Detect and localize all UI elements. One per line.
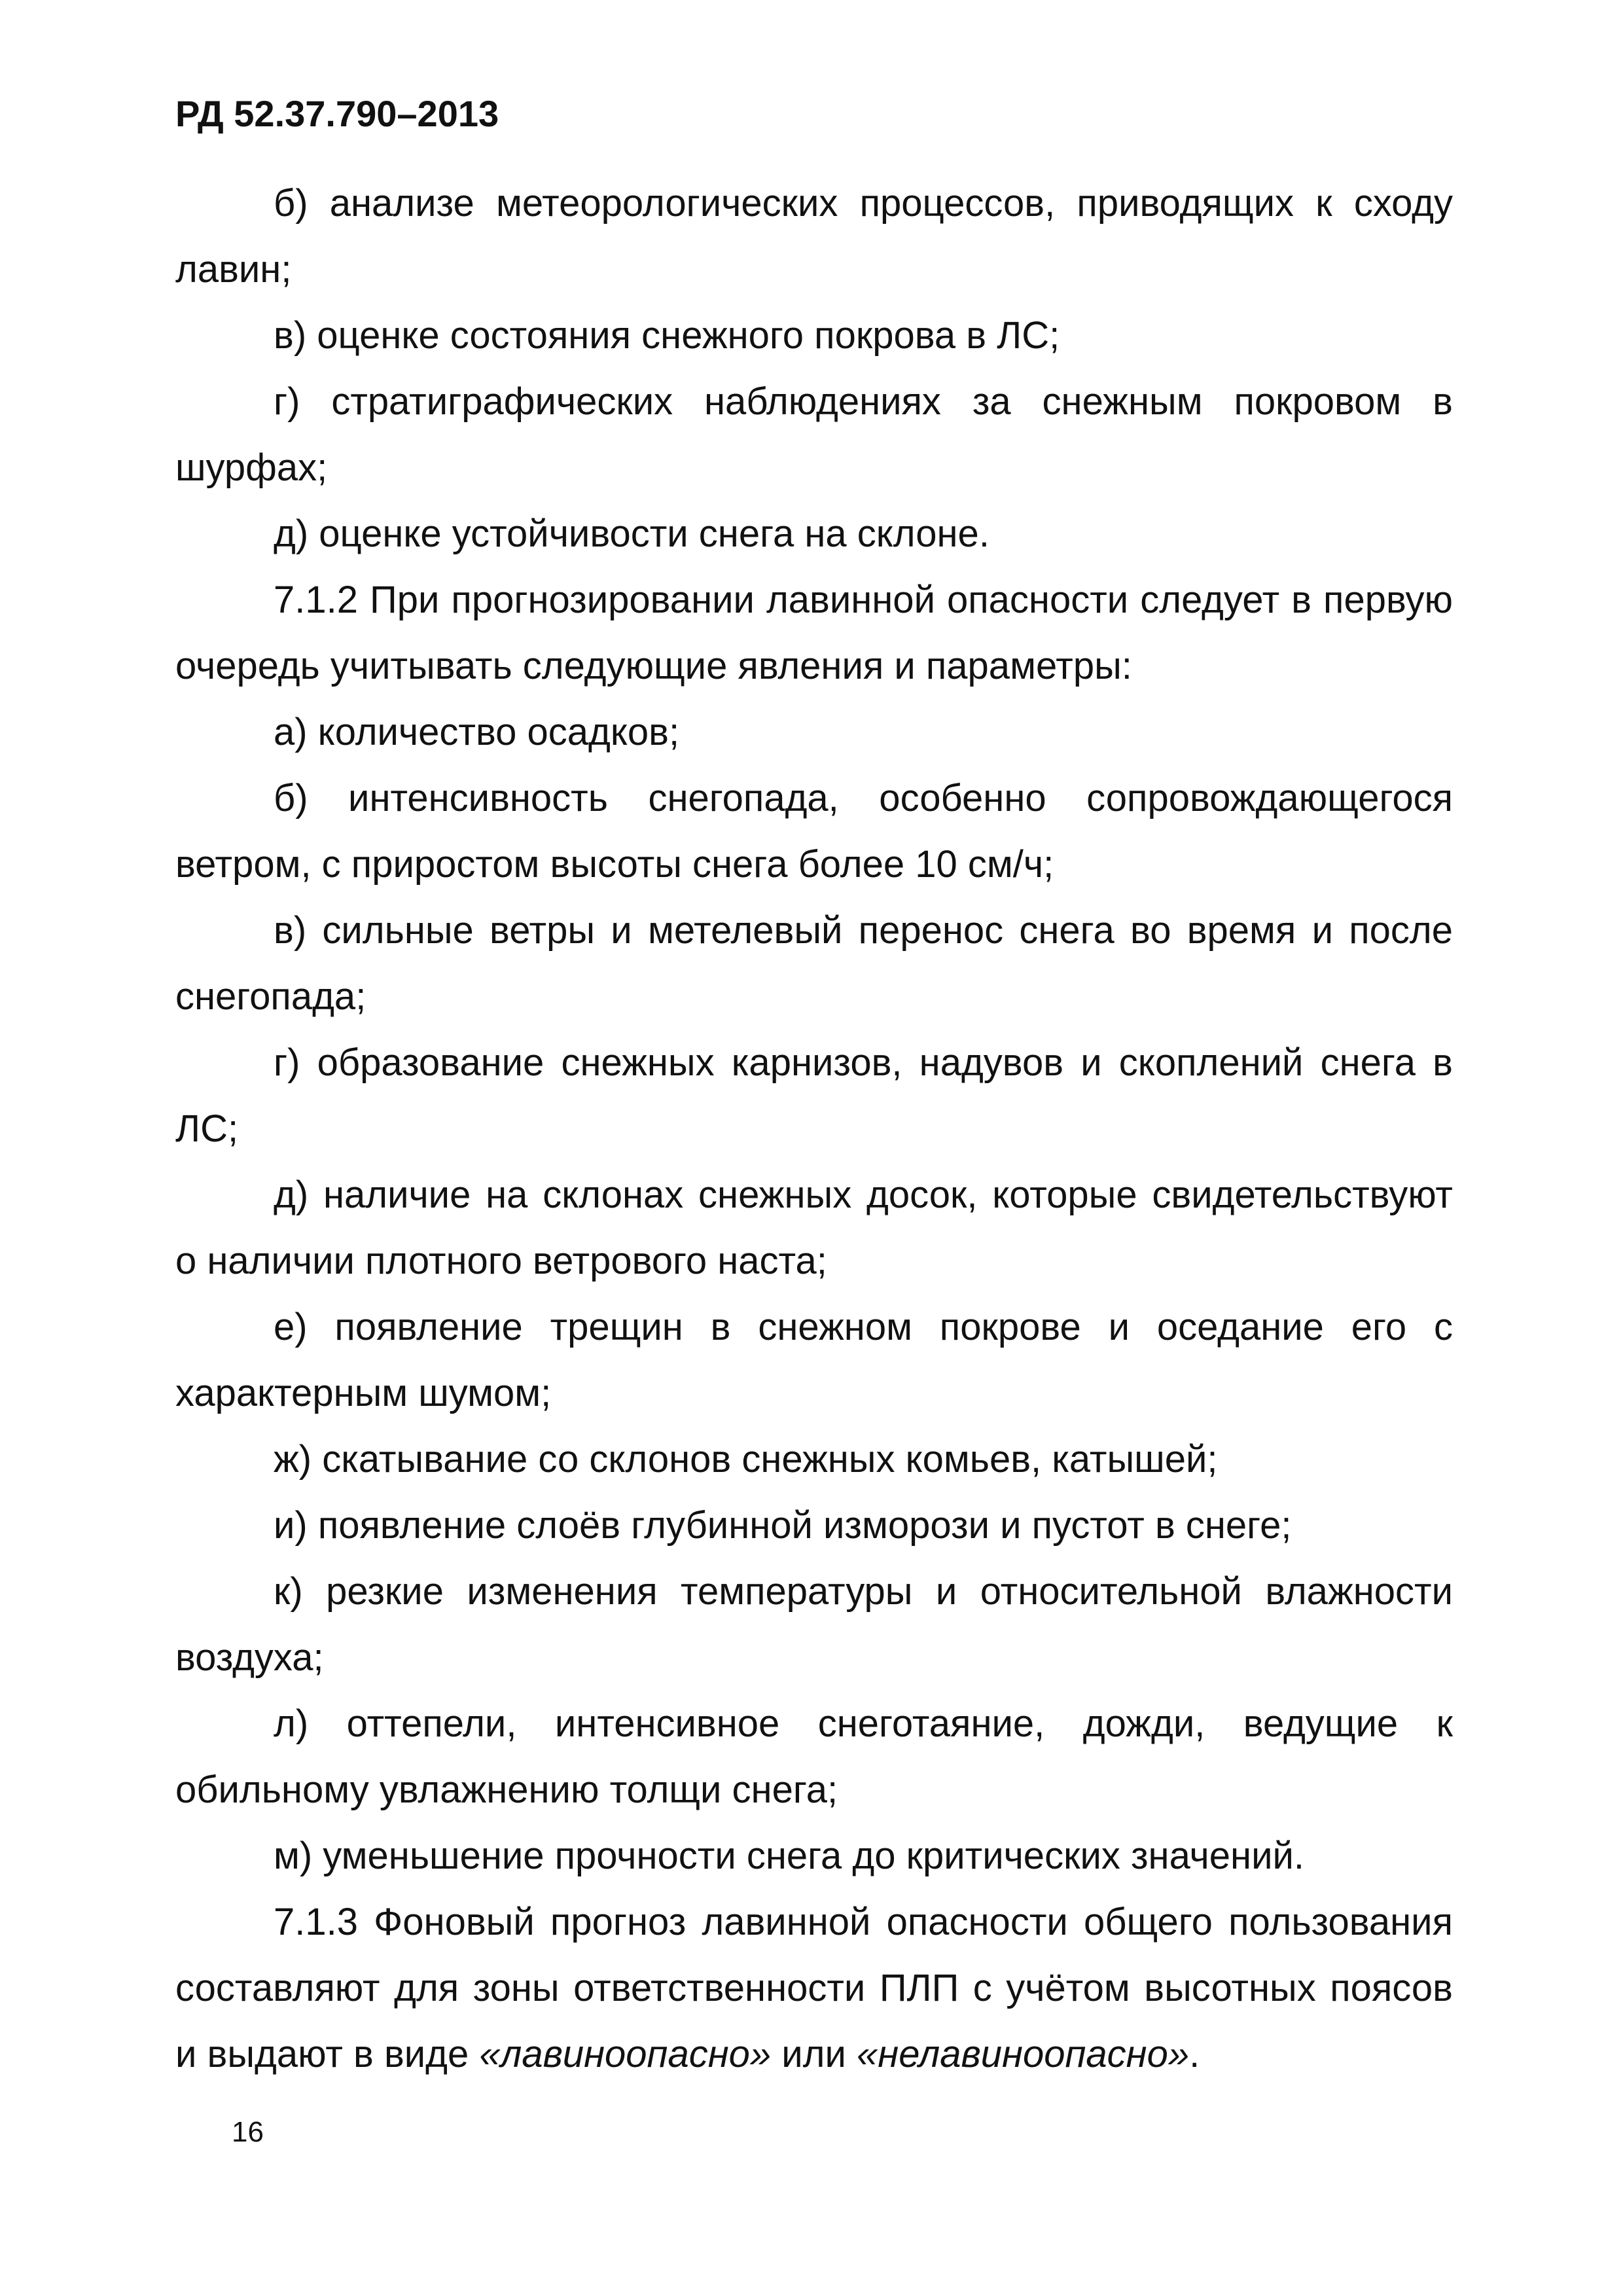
- list-item-k-temperature: к) резкие изменения температуры и относительной влажности воздуха;: [175, 1570, 1453, 1679]
- page-number: 16: [232, 2116, 264, 2148]
- list-item-g-cornices: г) образование снежных карнизов, надувов и скоплений снега в ЛС;: [175, 1041, 1453, 1150]
- list-item-a-precipitation: а) количество осадков;: [274, 711, 680, 753]
- list-item-m-strength: м) уменьшение прочности снега до критических значений.: [274, 1835, 1304, 1877]
- list-item-d-stability: д) оценке устойчивости снега на склоне.: [274, 512, 990, 555]
- body-text: [175, 170, 1453, 2087]
- document-code-header: РД 52.37.790–2013: [175, 93, 499, 134]
- list-item-g-stratigraphic: г) стратиграфических наблюдениях за снежным покровом в шурфах;: [175, 380, 1453, 489]
- list-item-v-snow-cover: в) оценке состояния снежного покрова в ЛС;: [274, 314, 1060, 357]
- list-item-i-depth-hoar: и) появление слоёв глубинной изморози и пустот в снеге;: [274, 1504, 1292, 1547]
- list-item-d-snow-slabs: д) наличие на склонах снежных досок, которые свидетельствуют о наличии плотного ветрового наста;: [175, 1174, 1453, 1282]
- list-item-zh-snowballs: ж) скатывание со склонов снежных комьев, катышей;: [274, 1438, 1218, 1480]
- clause-7-1-3-end: .: [1189, 2033, 1200, 2075]
- clause-7-1-3: [175, 1889, 1453, 2087]
- clause-7-1-3-lead: 7.1.3 Фоновый прогноз лавинной опасности общего пользования составляют для зоны ответственности ПЛП с учётом высотных поясов и выдают в виде: [175, 1901, 1453, 2075]
- list-item-l-thaws: л) оттепели, интенсивное снеготаяние, дожди, ведущие к обильному увлажнению толщи снега;: [175, 1702, 1453, 1811]
- list-item-b-snowfall-intensity: б) интенсивность снегопада, особенно сопровождающегося ветром, с приростом высоты снега более 10 см/ч;: [175, 777, 1453, 886]
- list-item-e-cracks: е) появление трещин в снежном покрове и оседание его с характерным шумом;: [175, 1306, 1453, 1414]
- clause-7-1-2: 7.1.2 При прогнозировании лавинной опасности следует в первую очередь учитывать следующие явления и параметры:: [175, 579, 1453, 687]
- quote-avalanche-dangerous: «лавиноопасно»: [479, 2033, 772, 2075]
- clause-7-1-3-middle: или: [771, 2033, 857, 2075]
- list-item-b-meteorological: б) анализе метеорологических процессов, приводящих к сходу лавин;: [175, 182, 1453, 291]
- list-item-v-strong-winds: в) сильные ветры и метелевый перенос снега во время и после снегопада;: [175, 909, 1453, 1018]
- quote-not-avalanche-dangerous: «нелавиноопасно»: [857, 2033, 1190, 2075]
